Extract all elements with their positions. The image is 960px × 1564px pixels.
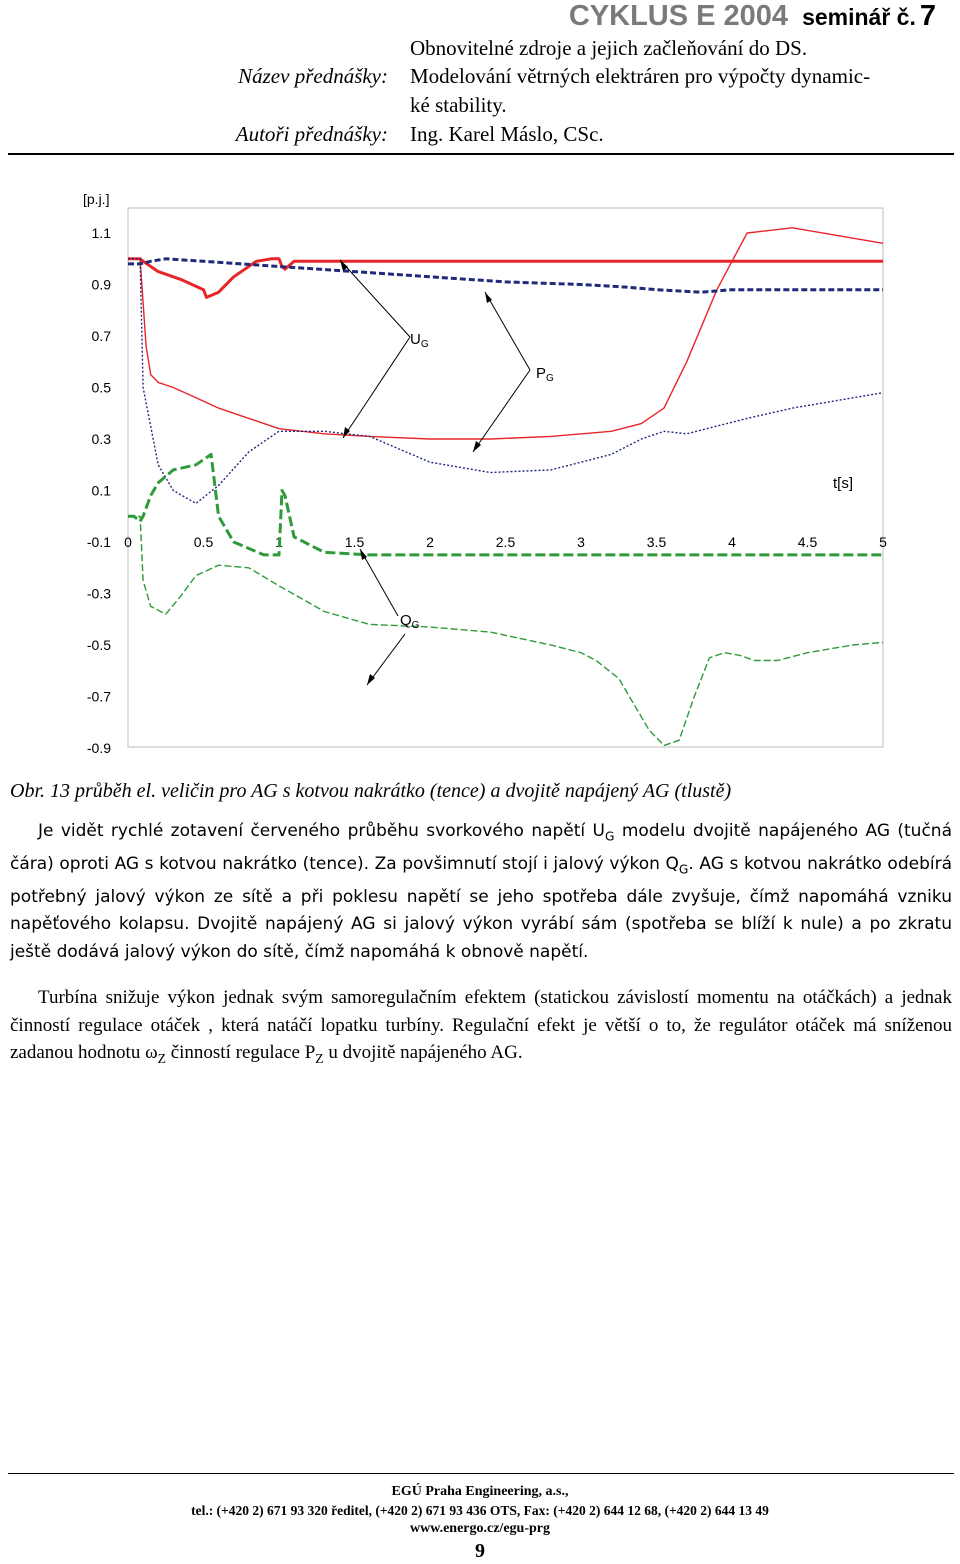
cyklus-title [569,0,936,33]
x-tick-label: 2 [426,534,434,550]
y-tick-label: 0.3 [91,431,111,447]
header-rule [8,153,954,155]
svg-text:QG: $Q_G$ [400,612,420,631]
y-tick-label: 0.5 [91,379,111,396]
y-tick-label: 0.7 [91,328,111,344]
y-tick-label: -0.1 [86,534,111,550]
paragraph-1: Je vidět rychlé zotavení červeného průběhu svorkového napětí $U_G$ modelu dvojitě napájeného AG (tučná čára) oproti AG s kotvou nakrátko (tence). Za povšimnutí stojí i jalový výkon $Q_G$. AG s kotvou nakrátko odebírá potřebný jalový výkon ze sítě a při poklesu napětí se jeho spotřeba dále zvyšuje, čímž napomáhá vzniku napěťového kolapsu. Dvojitě napájený AG si jalový výkon vyrábí sám (spotřeba se blíží k nule) a po zkratu ještě dodává jalový výkon do sítě, čímž napomáhá k obnově napětí. [10,821,952,962]
x-tick-label: 0 [124,534,132,550]
header-value: Ing. Karel Máslo, CSc. [410,122,604,146]
x-tick-label: 4.5 [797,534,818,550]
y-tick-label: -0.7 [86,688,111,705]
y-tick-label: 1.1 [91,225,111,241]
header-label: Název přednášky: [238,64,388,88]
seminar-label: seminář č. [802,4,916,30]
page-number: 9 [475,1540,485,1562]
y-tick-label: -0.5 [86,637,111,653]
x-tick-label: 0.5 [193,534,214,550]
x-tick-label: 1.5 [344,534,365,550]
paragraph-2: Turbína snižuje výkon jednak svým samoregulačním efektem (statickou závislostí momentu na otáčkách) a jednak činností regulace otáček , která natáčí lopatku turbíny. Regulační efekt je větší o to, že regulátor otáček má sníženou zadanou hodnotu $\omega_Z$ činností regulace $P_Z$ u dvojitě napájeného AG. [10,987,952,1066]
page-header [0,0,960,156]
seminar-number: 7 [919,0,936,32]
footer-rule [8,1473,954,1474]
header-label: Autoři přednášky: [235,122,388,146]
header-value: Modelování větrných elektráren pro výpočty dynamic- [410,64,871,88]
x-axis-label: t[s] [833,475,854,492]
header-value: Obnovitelné zdroje a jejich začleňování do DS. [410,36,808,60]
y-tick-label: -0.9 [86,740,111,756]
svg-text:UG: $U_G$ [410,331,429,350]
footer-company: EGÚ Praha Engineering, a.s., [391,1484,569,1499]
y-tick-label: 0.1 [91,482,111,499]
y-axis-label: [p.j.] [83,191,110,207]
footer-web: www.energo.cz/egu-prg [410,1521,550,1536]
x-tick-label: 4 [728,534,736,550]
x-tick-label: 3.5 [646,534,667,550]
footer-contact: tel.: (+420 2) 671 93 320 ředitel, (+420 2) 671 93 436 OTS, Fax: (+420 2) 644 12 68, (+420 2) 644 13 49 [191,1503,769,1518]
x-tick-label: 3 [577,534,585,550]
x-tick-label: 2.5 [495,534,516,550]
brand-label: CYKLUS E 2004 [568,0,789,32]
header-value: ké stability. [410,93,507,117]
svg-text:PG: $P_G$ [536,365,554,384]
y-tick-label: -0.3 [86,585,111,602]
y-tick-label: 0.9 [91,276,111,293]
dynamics-chart [75,182,890,757]
figure-caption: Obr. 13 průběh el. veličin pro AG s kotvou nakrátko (tence) a dvojitě napájený AG (tlustě) [10,780,732,802]
x-tick-label: 1 [275,534,283,550]
x-tick-label: 5 [879,534,887,550]
